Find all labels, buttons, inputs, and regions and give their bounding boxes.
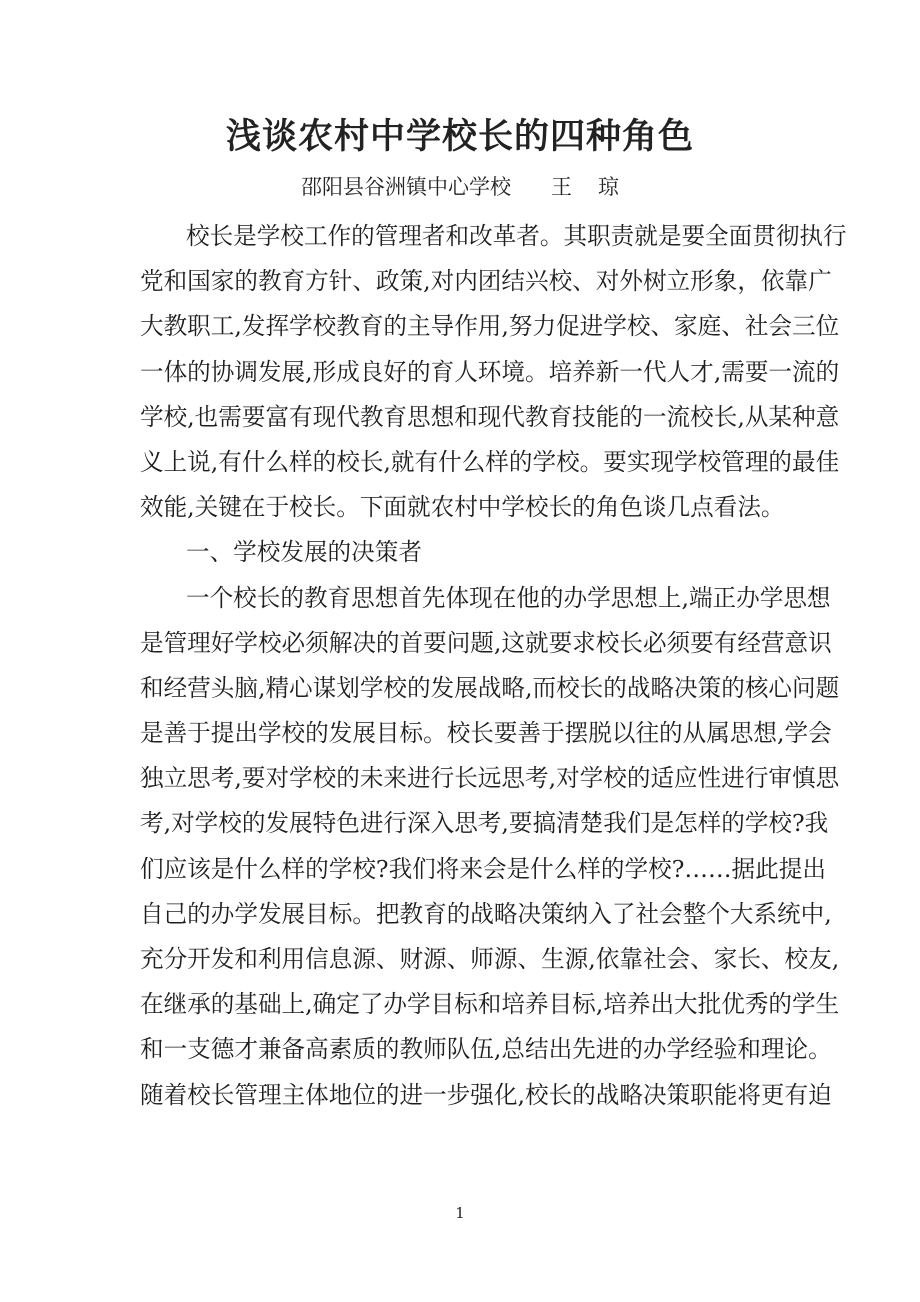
author-name-first: 王: [551, 175, 572, 199]
text-line: 义上说,有什么样的校长,就有什么样的学校。要实现学校管理的最佳: [140, 447, 840, 476]
text-line: 考,对学校的发展特色进行深入思考,要搞清楚我们是怎样的学校?我: [140, 809, 829, 838]
text-line: 学校,也需要富有现代教育思想和现代教育技能的一流校长,从某种意: [140, 402, 840, 431]
page-number: 1: [455, 1204, 465, 1222]
text-line: 和一支德才兼备高素质的教师队伍,总结出先进的办学经验和理论。: [140, 1035, 832, 1064]
text-line: 们应该是什么样的学校?我们将来会是什么样的学校?……据此提出: [140, 854, 826, 883]
document-title: 浅谈农村中学校长的四种角色: [225, 117, 694, 157]
text-line: 随着校长管理主体地位的进一步强化,校长的战略决策职能将更有迫: [140, 1080, 832, 1109]
text-line: 自己的办学发展目标。把教育的战略决策纳入了社会整个大系统中,: [140, 899, 832, 928]
author-name-second: 琼: [598, 175, 619, 199]
text-line: 在继承的基础上,确定了办学目标和培养目标,培养出大批优秀的学生: [140, 990, 840, 1019]
text-line: 一、学校发展的决策者: [186, 538, 422, 567]
text-line: 效能,关键在于校长。下面就农村中学校长的角色谈几点看法。: [140, 493, 785, 522]
text-line: 校长是学校工作的管理者和改革者。其职责就是要全面贯彻执行: [186, 222, 847, 250]
text-line: 和经营头脑,精心谋划学校的发展战略,而校长的战略决策的核心问题: [140, 673, 840, 702]
text-line: 党和国家的教育方针、政策,对内团结兴校、对外树立形象，依靠广: [140, 267, 832, 296]
author-byline: [0, 172, 920, 202]
text-line: 独立思考,要对学校的未来进行长远思考,对学校的适应性进行审慎思: [140, 764, 840, 793]
text-line: 一个校长的教育思想首先体现在他的办学思想上,端正办学思想: [186, 583, 831, 612]
text-line: 大教职工,发挥学校教育的主导作用,努力促进学校、家庭、社会三位: [140, 312, 840, 341]
text-line: 是善于提出学校的发展目标。校长要善于摆脱以往的从属思想,学会: [140, 719, 832, 748]
text-line: 是管理好学校必须解决的首要问题,这就要求校长必须要有经营意识: [140, 628, 832, 657]
text-line: 充分开发和利用信息源、财源、师源、生源,依靠社会、家长、校友,: [140, 945, 840, 973]
document-body: [140, 214, 847, 1118]
author-affiliation: 邵阳县谷洲镇中心学校: [301, 175, 511, 199]
text-line: 一体的协调发展,形成良好的育人环境。培养新一代人才,需要一流的: [140, 357, 840, 386]
